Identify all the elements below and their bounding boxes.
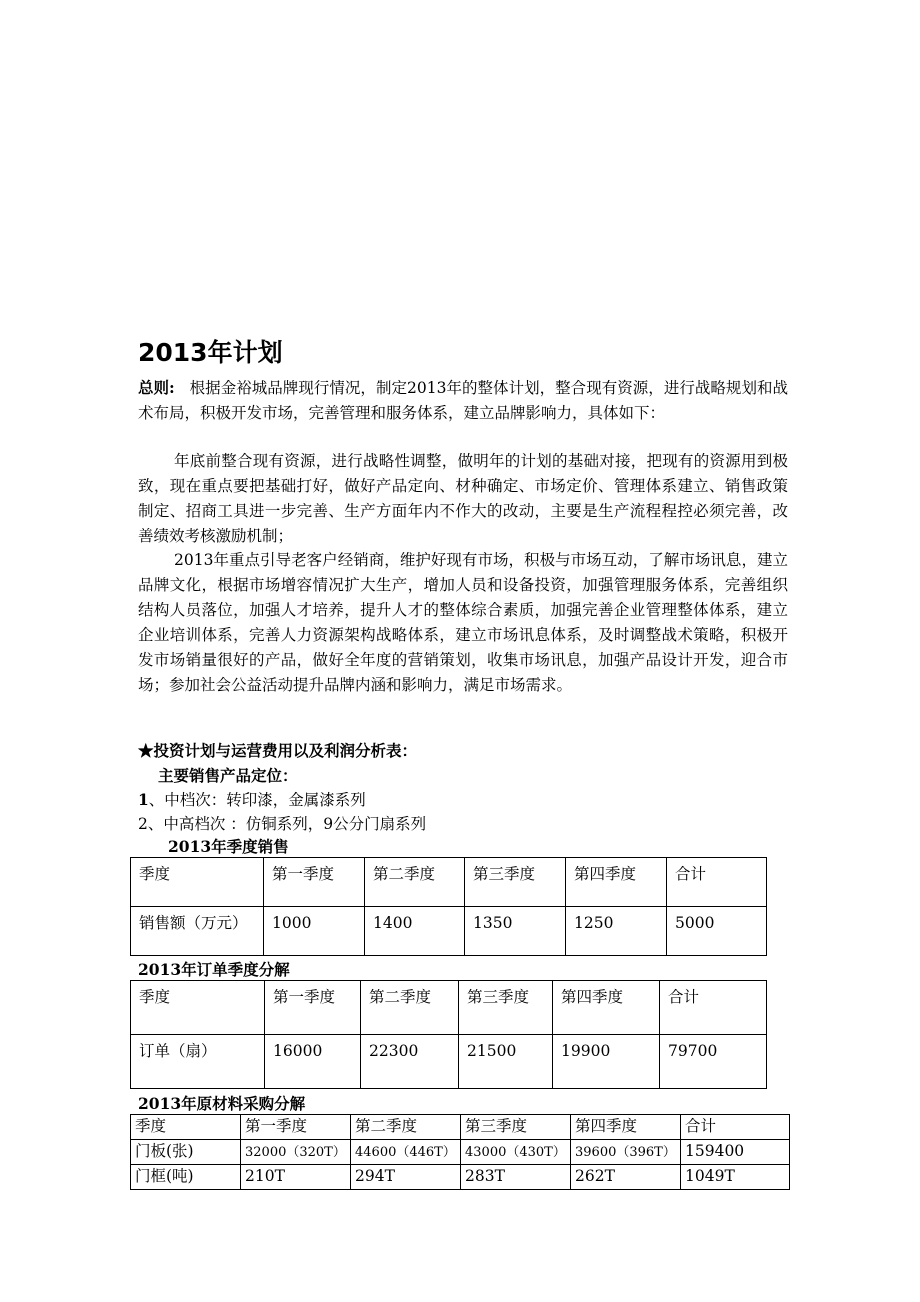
table-cell: 合计 bbox=[660, 981, 767, 1035]
general-paragraph bbox=[138, 375, 788, 426]
table-row bbox=[131, 1115, 790, 1140]
table-cell: 210T bbox=[241, 1165, 351, 1190]
product-item-1-text: 、中档次：转印漆，金属漆系列 bbox=[148, 791, 366, 809]
table-cell: 第三季度 bbox=[465, 858, 566, 907]
table-cell: 合计 bbox=[681, 1115, 790, 1140]
table1-caption: 2013年季度销售 bbox=[168, 837, 289, 856]
table-cell: 第四季度 bbox=[566, 858, 667, 907]
order-quarterly-table bbox=[130, 980, 767, 1089]
product-item-1 bbox=[138, 788, 366, 812]
section-heading: ★投资计划与运营费用以及利润分析表： bbox=[138, 741, 418, 760]
table-row bbox=[131, 1165, 790, 1190]
table-cell: 第四季度 bbox=[571, 1115, 681, 1140]
table-cell: 79700 bbox=[660, 1035, 767, 1089]
table-cell: 159400 bbox=[681, 1140, 790, 1165]
table-row bbox=[131, 981, 767, 1035]
product-item-1-num: 1 bbox=[138, 790, 149, 809]
table-cell: 44600（446T） bbox=[351, 1140, 461, 1165]
table-cell: 1350 bbox=[465, 907, 566, 956]
table-cell: 283T bbox=[461, 1165, 571, 1190]
general-text: 根据金裕城品牌现行情况，制定2013年的整体计划，整合现有资源，进行战略规划和战术布局，积极开发市场，完善管理和服务体系，建立品牌影响力，具体如下： bbox=[138, 379, 788, 422]
table-row bbox=[131, 1035, 767, 1089]
table-cell: 第一季度 bbox=[265, 981, 361, 1035]
table-cell: 22300 bbox=[361, 1035, 459, 1089]
table-row bbox=[131, 858, 767, 907]
table-row bbox=[131, 907, 767, 956]
paragraph-3: 2013年重点引导老客户经销商，维护好现有市场，积极与市场互动，了解市场讯息，建立品牌文化，根据市场增容情况扩大生产，增加人员和设备投资，加强管理服务体系，完善组织结构人员落位，加强人才培养，提升人才的整体综合素质，加强完善企业管理整体体系，建立企业培训体系，完善人力资源架构战略体系，建立市场讯息体系，及时调整战术策略，积极开发市场销量很好的产品，做好全年度的营销策划，收集市场讯息，加强产品设计开发，迎合市场；参加社会公益活动提升品牌内涵和影响力，满足市场需求。 bbox=[138, 551, 788, 694]
table-cell: 294T bbox=[351, 1165, 461, 1190]
table-cell: 16000 bbox=[265, 1035, 361, 1089]
table-cell: 季度 bbox=[131, 981, 265, 1035]
table-cell: 1000 bbox=[264, 907, 365, 956]
table-cell: 合计 bbox=[667, 858, 767, 907]
table-cell: 43000（430T） bbox=[461, 1140, 571, 1165]
raw-material-table bbox=[130, 1114, 790, 1190]
product-item-2: 2、中高档次 ：仿铜系列，9公分门扇系列 bbox=[138, 815, 427, 833]
table-cell: 5000 bbox=[667, 907, 767, 956]
paragraph-2: 年底前整合现有资源，进行战略性调整，做明年的计划的基础对接，把现有的资源用到极致，现在重点要把基础打好，做好产品定向、材种确定、市场定价、管理体系建立、销售政策制定、招商工具进一步完善、生产方面年内不作大的改动，主要是生产流程程控必须完善，改善绩效考核激励机制； bbox=[138, 452, 788, 545]
table-cell: 第四季度 bbox=[553, 981, 660, 1035]
table-cell: 第二季度 bbox=[361, 981, 459, 1035]
table-cell: 1049T bbox=[681, 1165, 790, 1190]
table-cell: 第一季度 bbox=[241, 1115, 351, 1140]
table-cell: 262T bbox=[571, 1165, 681, 1190]
table-cell: 第二季度 bbox=[365, 858, 465, 907]
table2-caption: 2013年订单季度分解 bbox=[138, 960, 290, 979]
table-cell: 第二季度 bbox=[351, 1115, 461, 1140]
table-cell: 19900 bbox=[553, 1035, 660, 1089]
table-cell: 32000（320T） bbox=[241, 1140, 351, 1165]
table-cell: 销售额（万元） bbox=[131, 907, 264, 956]
table-cell: 第一季度 bbox=[264, 858, 365, 907]
table-cell: 季度 bbox=[131, 1115, 241, 1140]
products-heading: 主要销售产品定位： bbox=[158, 766, 298, 785]
table3-caption: 2013年原材料采购分解 bbox=[138, 1094, 306, 1113]
table-cell: 1250 bbox=[566, 907, 667, 956]
table-cell: 门框(吨) bbox=[131, 1165, 241, 1190]
table-cell: 第三季度 bbox=[461, 1115, 571, 1140]
table-row bbox=[131, 1140, 790, 1165]
table-cell: 1400 bbox=[365, 907, 465, 956]
table-cell: 订单（扇） bbox=[131, 1035, 265, 1089]
table-cell: 39600（396T） bbox=[571, 1140, 681, 1165]
table-cell: 第三季度 bbox=[459, 981, 553, 1035]
table-cell: 21500 bbox=[459, 1035, 553, 1089]
table-cell: 门板(张) bbox=[131, 1140, 241, 1165]
quarterly-sales-table bbox=[130, 857, 767, 956]
table-cell: 季度 bbox=[131, 858, 264, 907]
page-title: 2013年计划 bbox=[138, 338, 283, 367]
general-label: 总则: bbox=[138, 378, 175, 397]
